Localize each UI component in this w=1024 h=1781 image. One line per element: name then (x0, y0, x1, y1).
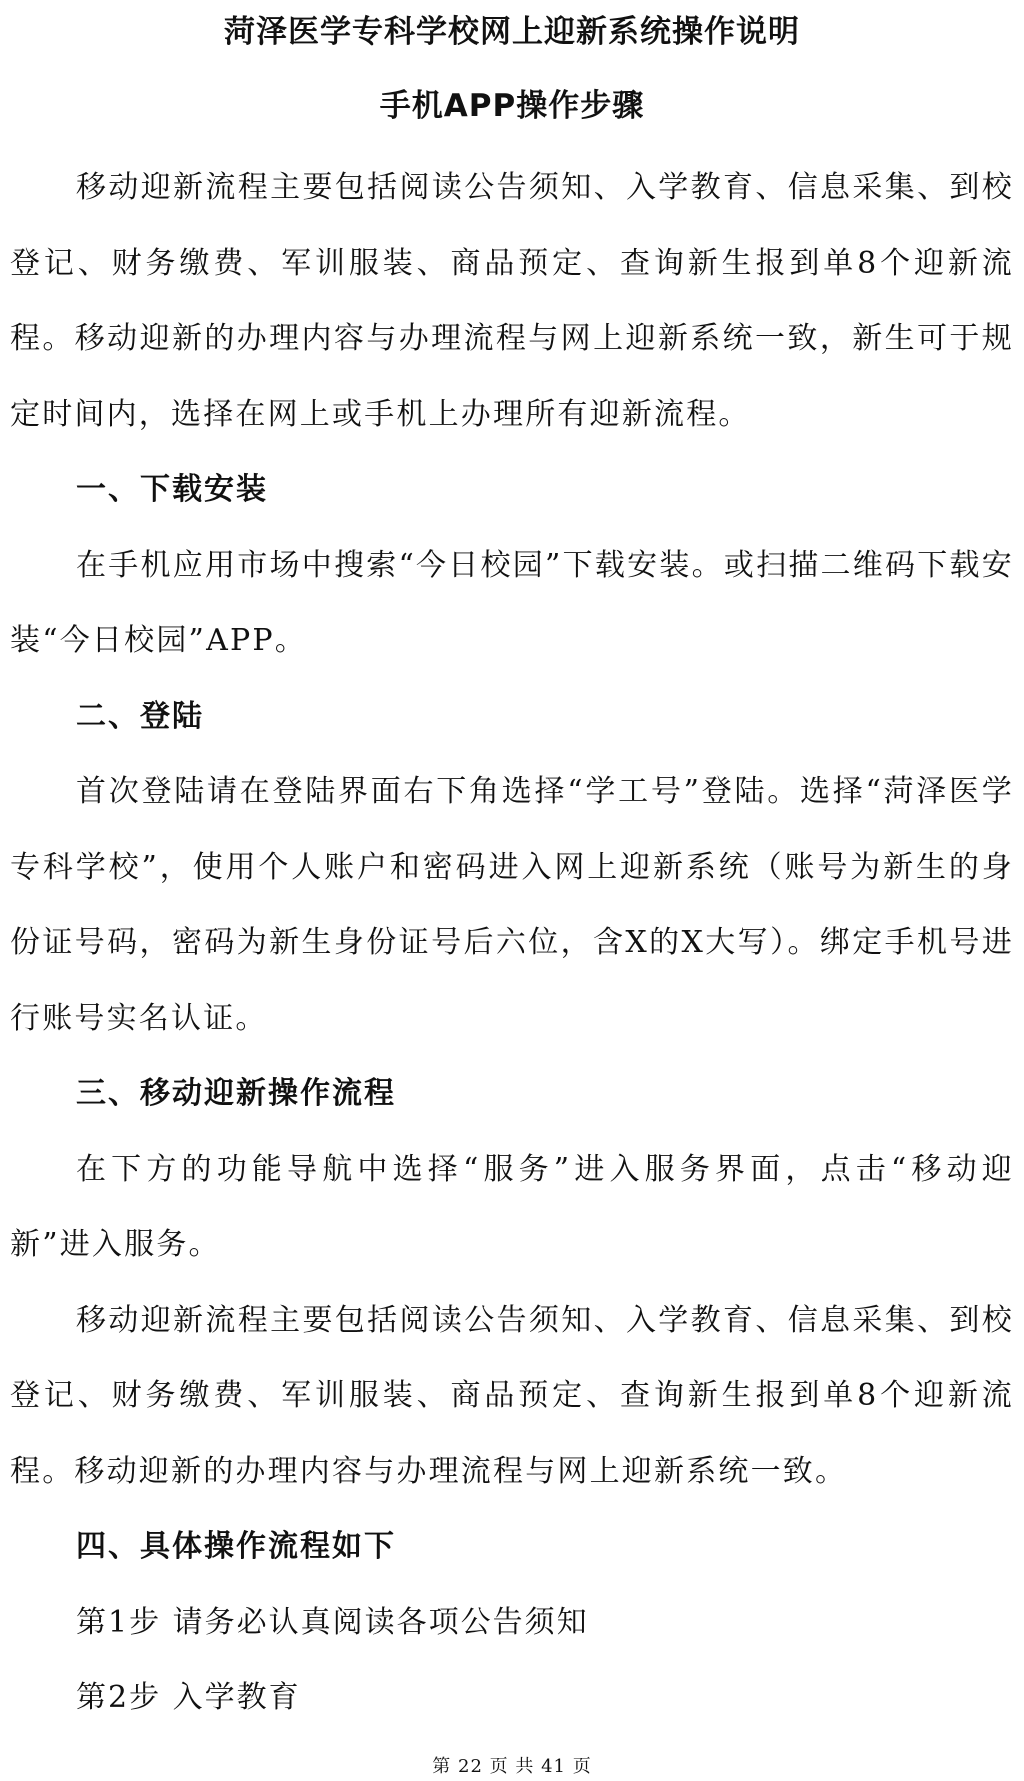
service-navigation-paragraph: 在下方的功能导航中选择“服务”进入服务界面，点击“移动迎新”进入服务。 (10, 1151, 1014, 1262)
page-number-footer: 第 22 页 共 41 页 (432, 1756, 592, 1777)
intro-paragraph: 移动迎新流程主要包括阅读公告须知、入学教育、信息采集、到校登记、财务缴费、军训服装、商品预定、查询新生报到单8个迎新流程。移动迎新的办理内容与办理流程与网上迎新系统一致，新生可于规定时间内，选择在网上或手机上办理所有迎新流程。 (10, 170, 1014, 432)
download-paragraph: 在手机应用市场中搜索“今日校园”下载安装。或扫描二维码下载安装“今日校园”APP。 (10, 547, 1014, 658)
document-body (10, 150, 1014, 1736)
step-item-2: 第2步 入学教育 (76, 1680, 301, 1715)
step-item-1: 第1步 请务必认真阅读各项公告须知 (76, 1604, 589, 1640)
document-title: 菏泽医学专科学校网上迎新系统操作说明 (224, 14, 800, 50)
login-paragraph: 首次登陆请在登陆界面右下角选择“学工号”登陆。选择“菏泽医学专科学校”，使用个人账户和密码进入网上迎新系统（账号为新生的身份证号码，密码为新生身份证号后六位，含X的X大写）。绑定手机号进行账号实名认证。 (10, 774, 1014, 1036)
document-subtitle: 手机APP操作步骤 (379, 88, 645, 124)
section-heading-mobile-process: 三、移动迎新操作流程 (76, 1076, 396, 1111)
section-heading-download: 一、下载安装 (76, 472, 268, 507)
mobile-process-paragraph: 移动迎新流程主要包括阅读公告须知、入学教育、信息采集、到校登记、财务缴费、军训服装、商品预定、查询新生报到单8个迎新流程。移动迎新的办理内容与办理流程与网上迎新系统一致。 (10, 1302, 1014, 1489)
section-heading-login: 二、登陆 (76, 698, 204, 734)
section-heading-steps: 四、具体操作流程如下 (76, 1529, 396, 1564)
